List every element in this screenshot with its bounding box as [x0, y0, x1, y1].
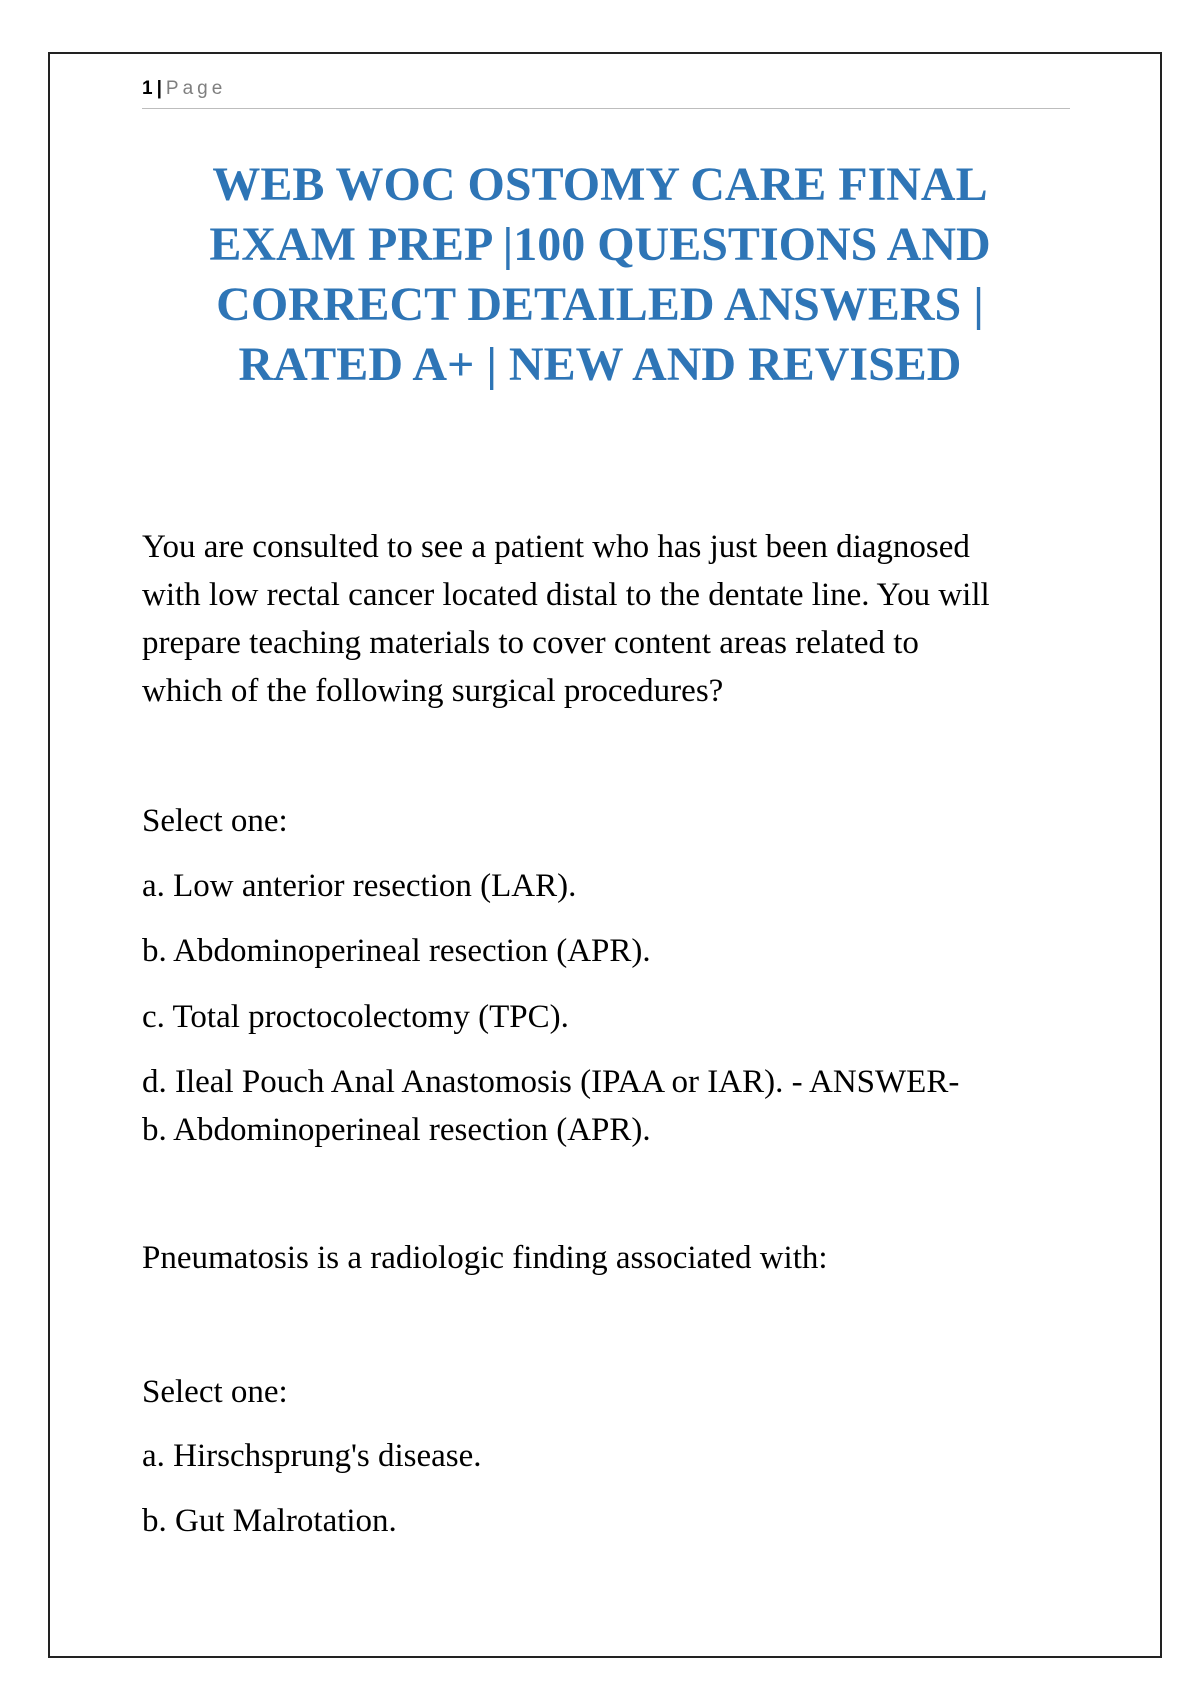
question1-select-label: Select one: [142, 803, 288, 839]
question1-answer: b. Abdominoperineal resection (APR). [142, 1112, 651, 1148]
page-number: 1 [142, 78, 153, 99]
stem-line: You are consulted to see a patient who has just been diagnosed [142, 529, 970, 565]
title-line: CORRECT DETAILED ANSWERS | [216, 278, 984, 331]
question1-stem [142, 523, 1082, 715]
question1-option-a: a. Low anterior resection (LAR). [142, 868, 577, 904]
title-line: WEB WOC OSTOMY CARE FINAL [212, 158, 988, 211]
title-line: RATED A+ | NEW AND REVISED [238, 338, 962, 391]
stem-line: with low rectal cancer located distal to the dentate line. You will [142, 577, 990, 613]
question1-option-d [142, 1058, 1082, 1154]
title-line: EXAM PREP |100 QUESTIONS AND [209, 218, 991, 271]
page-header [142, 78, 1070, 109]
stem-line: prepare teaching materials to cover content areas related to [142, 625, 919, 661]
option-d-text: d. Ileal Pouch Anal Anastomosis (IPAA or IAR). - ANSWER- [142, 1064, 960, 1100]
document-title [150, 155, 1050, 395]
question1-option-c: c. Total proctocolectomy (TPC). [142, 999, 569, 1035]
question2-option-a: a. Hirschsprung's disease. [142, 1438, 482, 1474]
stem-line: which of the following surgical procedures? [142, 673, 724, 709]
question2-option-b: b. Gut Malrotation. [142, 1503, 397, 1539]
page-separator: | [156, 78, 162, 99]
question1-option-b: b. Abdominoperineal resection (APR). [142, 933, 651, 969]
question2-stem: Pneumatosis is a radiologic finding associated with: [142, 1240, 828, 1276]
question2-select-label: Select one: [142, 1374, 288, 1410]
page-label: Page [165, 78, 227, 99]
